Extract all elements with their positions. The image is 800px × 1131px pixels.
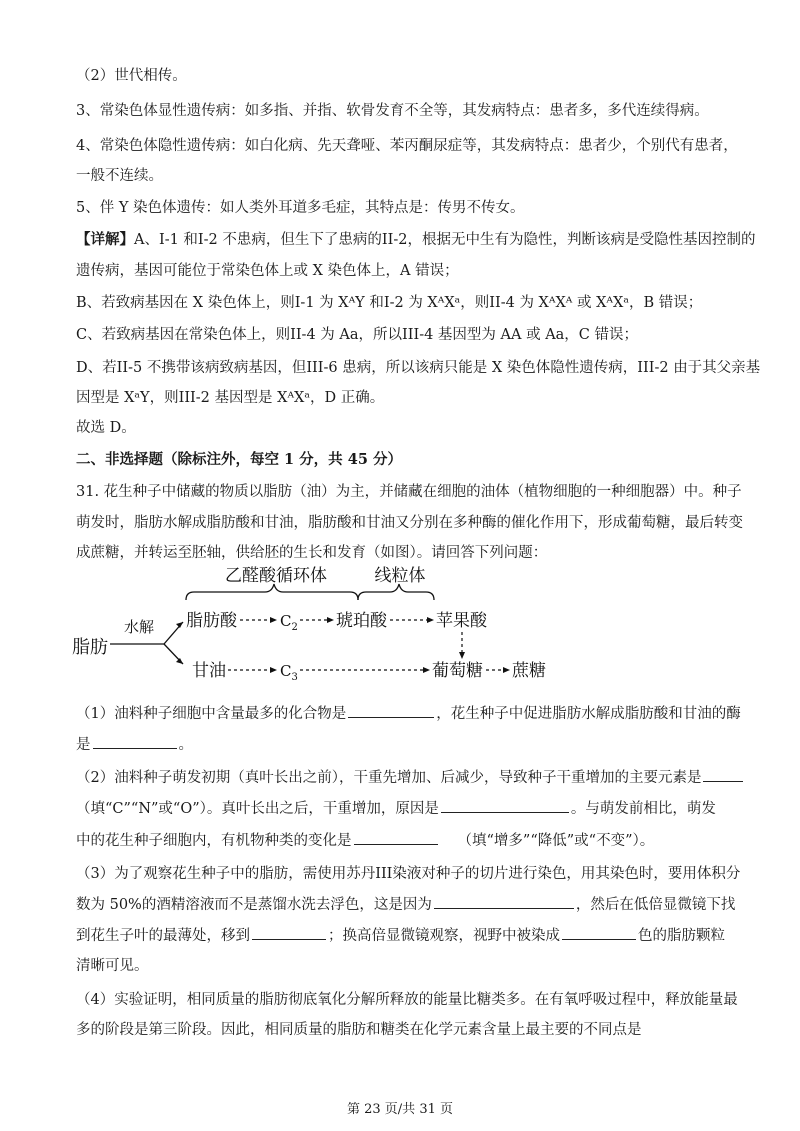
q3-line-4: 清晰可见。 (76, 958, 149, 974)
q1-text-c: 是 (76, 737, 91, 753)
q3-text-f: 色的脂肪颗粒 (638, 928, 725, 944)
detail-a-text: A、I-1 和I-2 不患病，但生下了患病的II-2，根据无中生有为隐性，判断该病是受隐性基因控制的 (134, 232, 756, 248)
arrow-fattyacid-c2-head (270, 617, 277, 623)
glucose-node: 葡萄糖 (432, 661, 483, 681)
arrow-glycerol-c3-head (270, 667, 277, 673)
q1-blank-2[interactable] (93, 734, 177, 749)
q2-text-b: （填“C”“N”或“O”）。真叶长出之后，干重增加，原因是 (76, 801, 439, 817)
arrow-c3-glucose-head (423, 667, 430, 673)
page-footer: 第 23 页/共 31 页 (347, 1102, 453, 1117)
review-line-4: 一般不连续。 (76, 168, 163, 184)
q4-line-1: （4）实验证明，相同质量的脂肪彻底氧化分解所释放的能量比糖类多。在有氧呼吸过程中，释放能量最 (76, 992, 738, 1008)
q2-text-d: 中的花生种子细胞内，有机物种类的变化是 (76, 833, 352, 849)
q3-text-c: ，然后在低倍显微镜下找 (575, 897, 736, 913)
q3-text-d: 到花生子叶的最薄处，移到 (76, 928, 250, 944)
fatty-acid-node: 脂肪酸 (186, 611, 237, 631)
mitochondria-label: 线粒体 (374, 566, 426, 586)
glyoxysome-label: 乙醛酸循环体 (225, 566, 327, 586)
mitochondria-brace (358, 584, 434, 600)
q2-line-1 (76, 767, 740, 788)
branch-up-arrowhead (176, 622, 183, 628)
q3-blank-3[interactable] (562, 925, 636, 940)
q2-blank-1[interactable] (703, 767, 743, 782)
q2-blank-3[interactable] (354, 830, 438, 845)
q2-line-3 (76, 830, 740, 851)
q2-line-2 (76, 798, 740, 819)
review-line-3: 4、常染色体隐性遗传病：如白化病、先天聋哑、苯丙酮尿症等，其发病特点：患者少，个别代有患者， (76, 138, 738, 154)
q2-text-c: 。与萌发前相比，萌发 (570, 801, 716, 817)
q3-line-2 (76, 894, 740, 915)
glyoxysome-brace (186, 584, 358, 600)
review-line-2: 3、常染色体显性遗传病：如多指、并指、软骨发育不全等，其发病特点：患者多，多代连续得病。 (76, 103, 709, 119)
q1-blank-1[interactable] (348, 703, 434, 718)
fat-metabolism-diagram (68, 560, 546, 700)
detail-c: C、若致病基因在常染色体上，则II-4 为 Aa，所以III-4 基因型为 AA 或 Aa，C 错误； (76, 327, 639, 343)
q3-blank-2[interactable] (252, 925, 326, 940)
branch-down-arrowhead (176, 658, 183, 664)
q3-text-e: ；换高倍显微镜观察，视野中被染成 (328, 928, 560, 944)
detail-label: 【详解】 (76, 231, 134, 248)
q31-stem-3: 成蔗糖，并转运至胚轴，供给胚的生长和发育（如图）。请回答下列问题： (76, 545, 548, 561)
arrow-succinic-malic-head (427, 617, 434, 623)
c3-node: $C_3$ (280, 662, 298, 683)
review-line-5: 5、伴 Y 染色体遗传：如人类外耳道多毛症，其特点是：传男不传女。 (76, 200, 525, 216)
arrow-glucose-sucrose-head (503, 667, 510, 673)
succinic-acid-node: 琥珀酸 (336, 611, 387, 631)
section-title: 二、非选择题（除标注外，每空 1 分，共 45 分） (76, 451, 402, 468)
arrow-malic-glucose-head (459, 652, 465, 659)
detail-answer: 故选 D。 (76, 420, 136, 436)
q1-line-1 (76, 703, 740, 724)
review-line-1: （2）世代相传。 (76, 68, 187, 84)
detail-d-line-2: 因型是 XᵃY，则III-2 基因型是 XᴬXᵃ，D 正确。 (76, 390, 385, 406)
arrow-c2-succinic-head (327, 617, 334, 623)
q3-line-3 (76, 925, 740, 946)
detail-a-line-2: 遗传病，基因可能位于常染色体上或 X 染色体上，A 错误； (76, 263, 459, 279)
fat-label: 脂肪 (72, 637, 108, 658)
detail-b: B、若致病基因在 X 染色体上，则I-1 为 XᴬY 和I-2 为 XᴬXᵃ，则II-4 为 XᴬXᴬ 或 XᴬXᵃ，B 错误； (76, 295, 703, 311)
glycerol-node: 甘油 (192, 661, 226, 681)
q3-line-1: （3）为了观察花生种子中的脂肪，需使用苏丹III染液对种子的切片进行染色，用其染色时，要用体积分 (76, 866, 741, 882)
q1-text-d: 。 (178, 737, 193, 753)
q2-blank-2[interactable] (441, 798, 569, 813)
detail-a-line-1 (76, 230, 756, 250)
q31-stem-2: 萌发时，脂肪水解成脂肪酸和甘油，脂肪酸和甘油又分别在多种酶的催化作用下，形成葡萄糖，最后转变 (76, 515, 743, 531)
detail-d-line-1: D、若II-5 不携带该病致病基因，但III-6 患病，所以该病只能是 X 染色体隐性遗传病，III-2 由于其父亲基 (76, 360, 761, 376)
q3-blank-1[interactable] (434, 894, 574, 909)
sucrose-node: 蔗糖 (512, 661, 546, 681)
c2-node: $C_2$ (280, 612, 298, 633)
q31-stem-1: 31. 花生种子中储藏的物质以脂肪（油）为主，并储藏在细胞的油体（植物细胞的一种细胞器）中。种子 (76, 484, 742, 500)
q3-text-b: 数为 50%的酒精溶液而不是蒸馏水洗去浮色，这是因为 (76, 897, 432, 913)
hydrolysis-label: 水解 (124, 618, 155, 636)
q1-text-b: ，花生种子中促进脂肪水解成脂肪酸和甘油的酶 (436, 706, 741, 722)
q1-text-a: （1）油料种子细胞中含量最多的化合物是 (76, 706, 347, 722)
q1-line-2 (76, 734, 740, 755)
q2-text-a: （2）油料种子萌发初期（真叶长出之前），干重先增加、后减少，导致种子干重增加的主要元素是 (76, 770, 702, 786)
q4-line-2: 多的阶段是第三阶段。因此，相同质量的脂肪和糖类在化学元素含量上最主要的不同点是 (76, 1022, 642, 1038)
malic-acid-node: 苹果酸 (436, 611, 487, 631)
q2-text-e: （填“增多”“降低”或“不变”）。 (457, 833, 655, 849)
